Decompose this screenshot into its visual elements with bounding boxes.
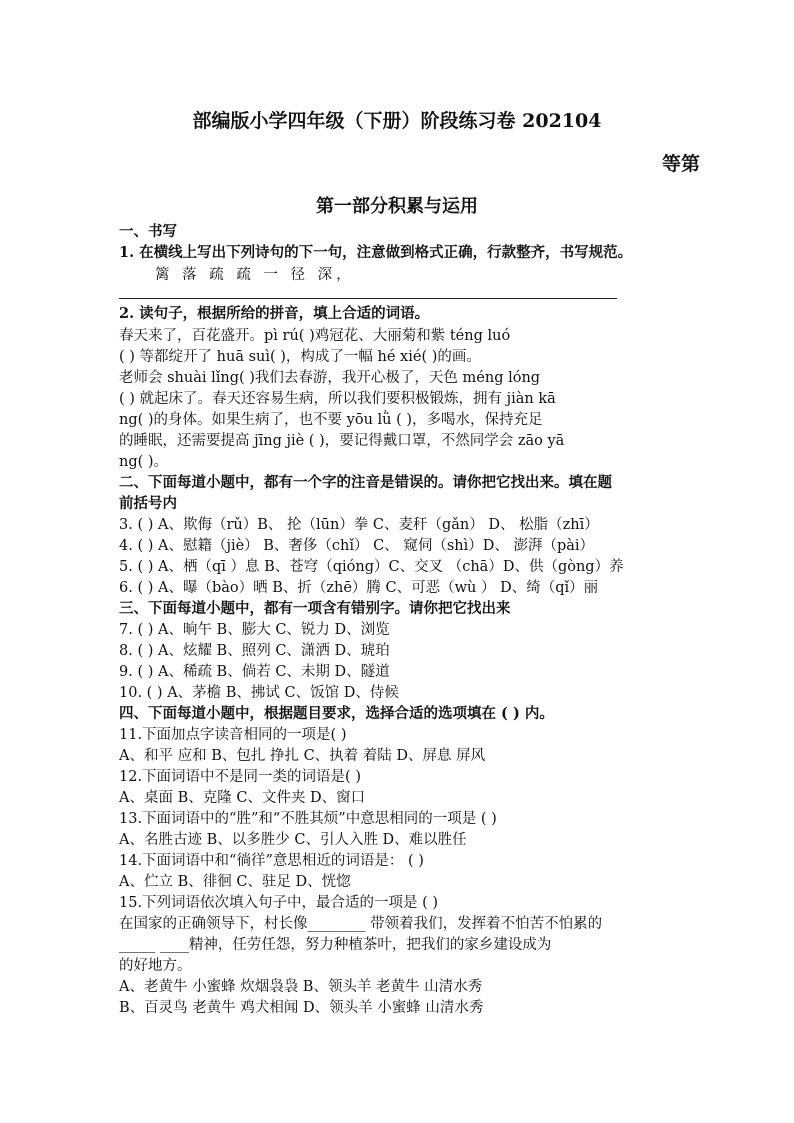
section-heading: 前括号内 — [119, 495, 177, 512]
question-line: 14.下面词语中和“徜徉”意思相近的词语是： ( ) — [119, 853, 424, 869]
part-title: 第一部分积累与运用 — [316, 196, 478, 217]
text-line: ( ) 等都绽开了 huā suì( )，构成了一幅 hé xié( )的画。 — [119, 349, 481, 365]
question-line: 8. ( ) A、炫耀 B、照列 C、潇洒 D、琥珀 — [119, 643, 390, 659]
question-line: 15.下列词语依次填入句子中，最合适的一项是 ( ) — [119, 895, 439, 911]
text-line: 的好地方。 — [119, 958, 192, 974]
options-line: A、和平 应和 B、包扎 挣扎 C、执着 着陆 D、屏息 屏风 — [119, 748, 486, 764]
question-line: 13.下面词语中的“胜”和“不胜其烦”中意思相同的一项是 ( ) — [119, 811, 497, 827]
section-heading: 四、下面每道小题中，根据题目要求，选择合适的选项填在 ( ) 内。 — [119, 705, 554, 722]
text-line: ( ) 就起床了。春天还容易生病，所以我们要积极锻炼，拥有 jiàn kā — [119, 391, 556, 407]
question-line: 2. 读句子，根据所给的拼音，填上合适的词语。 — [119, 305, 430, 322]
options-line: A、桌面 B、克隆 C、文件夹 D、窗口 — [119, 790, 366, 806]
text-line: ng( )的身体。如果生病了，也不要 yōu lǜ ( )，多喝水，保持充足 — [119, 412, 543, 428]
question-line: 12.下面词语中不是同一类的词语是( ) — [119, 769, 361, 785]
options-line: A、伫立 B、徘徊 C、驻足 D、恍惚 — [119, 874, 351, 890]
text-line: 春天来了，百花盛开。pì rú( )鸡冠花、大丽菊和紫 téng luó — [119, 328, 511, 344]
text-line: 的睡眠，还需要提高 jīng jiè ( )，要记得戴口罩，不然同学会 zāo yā — [119, 433, 565, 449]
answer-line — [119, 298, 617, 299]
text-line: ng( )。 — [119, 454, 169, 470]
question-line: 3. ( ) A、欺侮（rǔ）B、 抡（lūn）拳 C、麦秆（gǎn） D、 松脂（zhī） — [119, 517, 599, 533]
question-line: 4. ( ) A、慰籍（jiè） B、奢侈（chǐ） C、 窥伺（shì）D、 澎湃（pài） — [119, 538, 595, 554]
text-line: 老师会 shuài lǐng( )我们去春游，我开心极了，天色 méng lóng — [119, 370, 541, 386]
poem-line: 篱 落 疏 疏 一 径 深， — [155, 267, 355, 283]
text-line: 在国家的正确领导下，村长像________ 带领着我们，发挥着不怕苦不怕累的 — [119, 916, 603, 932]
question-line: 1. 在横线上写出下列诗句的下一句，注意做到格式正确，行款整齐，书写规范。 — [119, 244, 633, 261]
options-line: A、名胜古迹 B、以多胜少 C、引人入胜 D、难以胜任 — [119, 832, 467, 848]
section-heading: 二、下面每道小题中，都有一个字的注音是错误的。请你把它找出来。填在题 — [119, 474, 612, 491]
grade-label: 等第 — [661, 153, 700, 175]
question-line: 9. ( ) A、稀疏 B、倘若 C、未期 D、隧道 — [119, 664, 390, 680]
options-line: B、百灵鸟 老黄牛 鸡犬相闻 D、领头羊 小蜜蜂 山清水秀 — [119, 1000, 484, 1016]
question-line: 10. ( ) A、茅檐 B、拂试 C、饭馆 D、侍候 — [119, 685, 399, 701]
question-line: 7. ( ) A、晌午 B、膨大 C、锐力 D、浏览 — [119, 622, 390, 638]
question-line: 6. ( ) A、曝（bào）晒 B、折（zhē）腾 C、可恶（wù ） D、绮（qǐ）丽 — [119, 580, 599, 596]
text-line: _____ ____精神，任劳任怨，努力种植茶叶，把我们的家乡建设成为 — [119, 937, 552, 953]
question-line: 5. ( ) A、栖（qī ）息 B、苍穹（qióng）C、交叉 （chā）D、供（gòng）养 — [119, 559, 624, 575]
section-heading: 一、书写 — [119, 223, 177, 240]
exam-title: 部编版小学四年级（下册）阶段练习卷 202104 — [192, 110, 602, 132]
section-heading: 三、下面每道小题中，都有一项含有错别字。请你把它找出来 — [119, 600, 511, 617]
question-line: 11.下面加点字读音相同的一项是( ) — [119, 727, 347, 743]
options-line: A、老黄牛 小蜜蜂 炊烟袅袅 B、领头羊 老黄牛 山清水秀 — [119, 979, 483, 995]
